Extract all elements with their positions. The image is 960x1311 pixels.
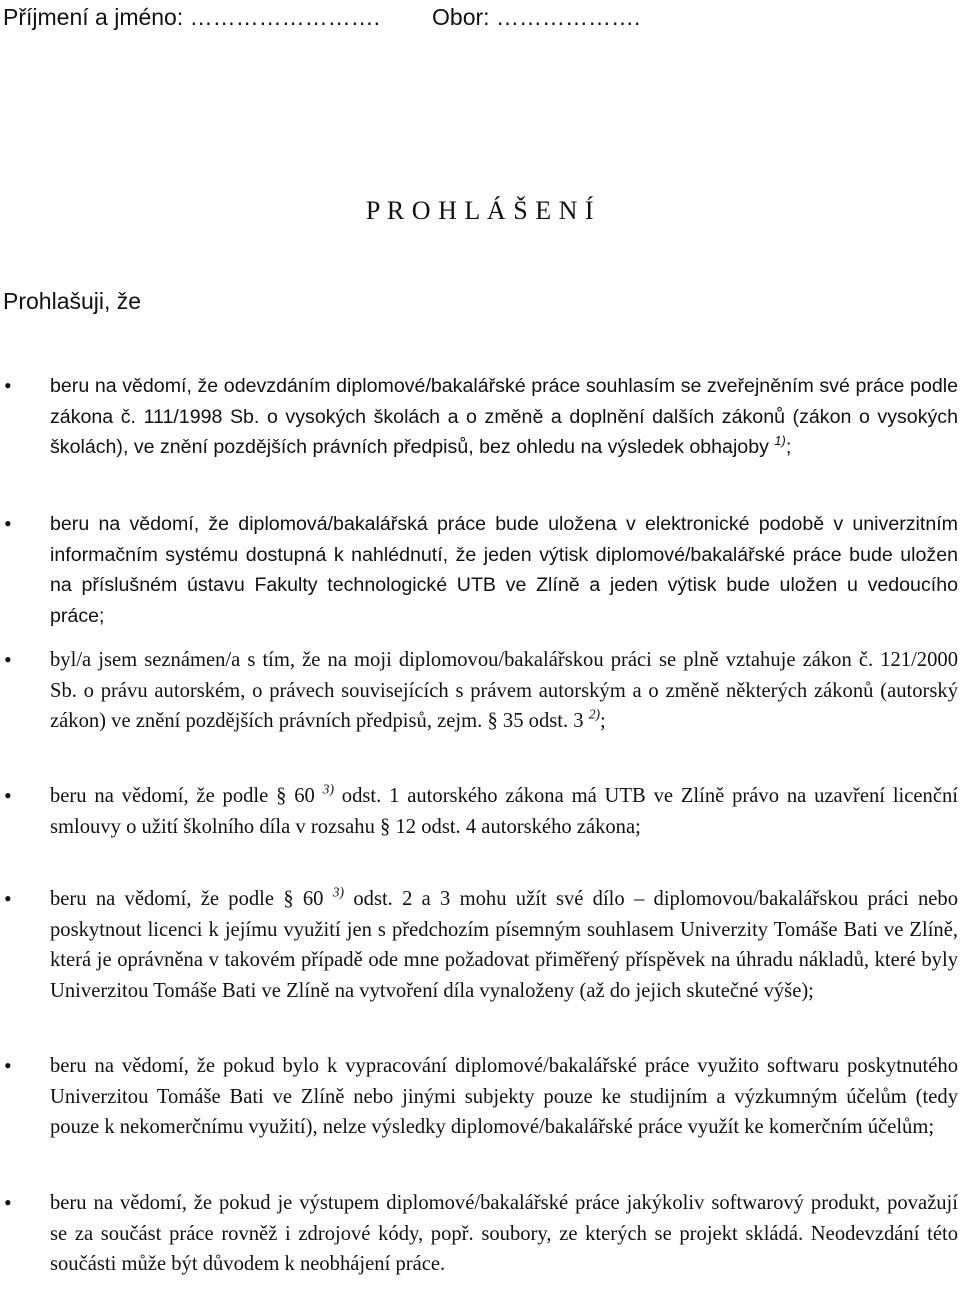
declaration-clause-5 <box>0 884 960 1006</box>
bullet-icon: • <box>4 373 12 398</box>
declaration-clause-3 <box>0 645 960 737</box>
bullet-icon: • <box>4 886 12 911</box>
bullet-icon: • <box>4 1190 12 1215</box>
declaration-clause-4 <box>0 781 960 842</box>
clause-text <box>50 645 958 737</box>
intro-text: Prohlašuji, že <box>3 288 142 314</box>
clause-text <box>50 371 958 463</box>
header-line <box>3 2 640 32</box>
clause-text: beru na vědomí, že pokud je výstupem diplomové/bakalářské práce jakýkoliv softwarový produkt, považují se za součást práce rovněž i zdrojové kódy, popř. soubory, ze kterých se projekt skládá. Neodevzdání této součásti může být důvodem k neobhájení práce. <box>50 1192 958 1275</box>
clause-text-part: beru na vědomí, že podle § 60 <box>50 888 324 910</box>
footnote-reference: 2) <box>588 706 601 722</box>
clause-text <box>50 884 958 1006</box>
clause-text <box>50 781 958 842</box>
declaration-clause-7 <box>0 1188 960 1280</box>
clause-text-part: beru na vědomí, že podle § 60 <box>50 785 315 807</box>
bullet-icon: • <box>4 647 12 672</box>
document-title: P R O H L Á Š E N Í <box>365 196 595 225</box>
clause-text-part: odst. 1 autorského zákona má UTB ve Zlíně právo na uzavření licenční smlouvy o užití školního díla v rozsahu § 12 odst. 4 autorského zákona; <box>50 785 958 838</box>
study-field-label: Obor: ………………. <box>432 4 641 30</box>
clause-text-part: odst. 2 a 3 mohu užít své dílo – diplomovou/bakalářskou práci nebo poskytnout licenci k jejímu využití jen s předchozím písemným souhlasem Univerzity Tomáše Bati ve Zlíně, která je oprávněna v takovém případě ode mne požadovat přiměřený příspěvek na úhradu nákladů, které byly Univerzitou Tomáše Bati ve Zlíně na vytvoření díla vynaloženy (až do jejich skutečné výše); <box>50 888 959 1002</box>
bullet-icon: • <box>4 783 12 808</box>
clause-text-part: byl/a jsem seznámen/a s tím, že na moji diplomovou/bakalářskou práci se plně vztahuje zákon č. 121/2000 Sb. o právu autorském, o právech souvisejících s právem autorským a o změně některých zákonů (autorský zákon) ve znění pozdějších právních předpisů, zejm. § 35 odst. 3 <box>50 649 958 732</box>
bullet-icon: • <box>4 511 12 536</box>
bullet-icon: • <box>4 1053 12 1078</box>
footnote-reference: 3) <box>322 781 334 797</box>
clause-text-part: ; <box>600 710 606 732</box>
clause-text: beru na vědomí, že pokud bylo k vypracování diplomové/bakalářské práce využito softwaru poskytnutého Univerzitou Tomáše Bati ve Zlíně nebo jinými subjekty pouze ke studijním a výzkumným účelům (tedy pouze k nekomerčnímu využití), nelze výsledky diplomové/bakalářské práce využít ke komerčním účelům; <box>50 1055 958 1138</box>
footnote-reference: 3) <box>332 884 345 900</box>
declaration-clause-1 <box>0 371 960 463</box>
declaration-clause-2 <box>0 509 960 631</box>
clause-text: beru na vědomí, že diplomová/bakalářská práce bude uložena v elektronické podobě v univerzitním informačním systému dostupná k nahlédnutí, že jeden výtisk diplomové/bakalářské práce bude uložen na příslušném ústavu Fakulty technologické UTB ve Zlíně a jeden výtisk bude uložen u vedoucího práce; <box>50 513 958 627</box>
declaration-clause-6 <box>0 1051 960 1143</box>
name-field-label: Příjmení a jméno: ……………………. <box>3 4 381 30</box>
clause-text-part: ; <box>785 436 792 458</box>
clause-text-part: beru na vědomí, že odevzdáním diplomové/bakalářské práce souhlasím se zveřejněním své práce podle zákona č. 111/1998 Sb. o vysokých školách a o změně a doplnění dalších zákonů (zákon o vysokých školách), ve znění pozdějších právních předpisů, bez ohledu na výsledek obhajoby <box>50 375 958 458</box>
footnote-reference: 1) <box>774 432 786 448</box>
